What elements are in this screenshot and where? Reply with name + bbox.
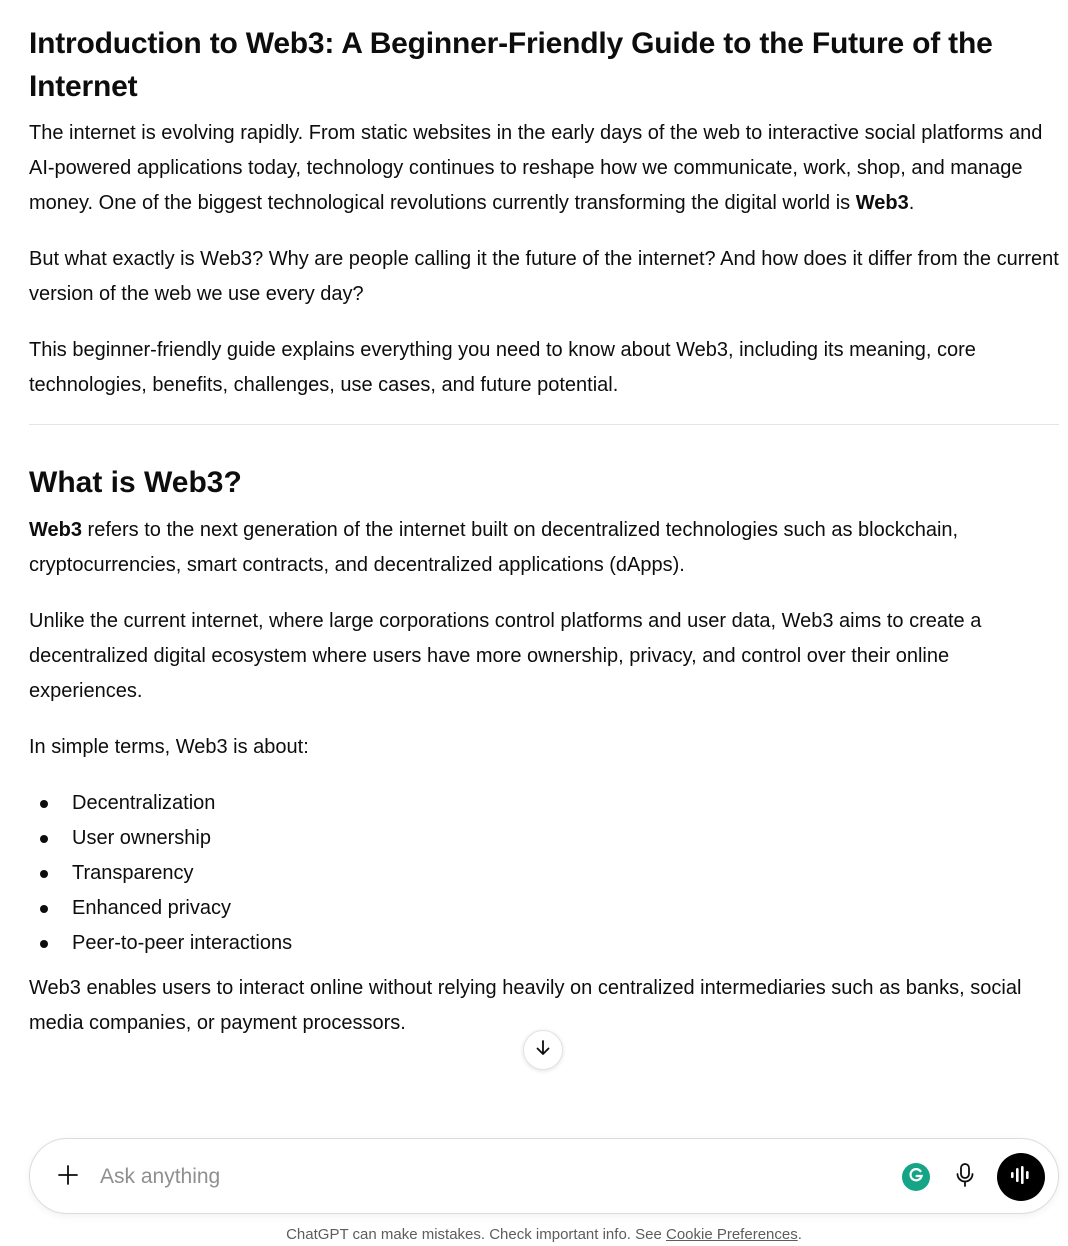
section-paragraph-1 (29, 513, 1059, 583)
dictate-button[interactable] (950, 1161, 980, 1193)
intro-p1-end: . (908, 192, 915, 214)
intro-paragraph-1 (29, 116, 1059, 221)
grammarly-button[interactable] (902, 1163, 930, 1191)
section-paragraph-4: Web3 enables users to interact online without relying heavily on centralized intermediaries such as banks, social media companies, or payment processors. (29, 977, 1022, 1034)
content-fade (0, 1130, 1068, 1138)
scroll-to-bottom-button[interactable] (523, 1030, 563, 1070)
arrow-down-icon (533, 1038, 553, 1063)
grammarly-icon (907, 1166, 925, 1189)
cookie-preferences-link[interactable]: Cookie Preferences (665, 1226, 798, 1243)
disclaimer-text: ChatGPT can make mistakes. Check important info. See (286, 1226, 666, 1243)
disclaimer (0, 1225, 1068, 1245)
composer (29, 1138, 1059, 1214)
assistant-message (29, 22, 1059, 1062)
section-p1-bold: Web3 (29, 519, 82, 541)
section-heading: What is Web3? (29, 466, 242, 499)
plus-icon (57, 1164, 79, 1191)
bullet-list (29, 786, 1059, 961)
list-item: Peer-to-peer interactions (29, 926, 1059, 961)
list-item: Transparency (29, 856, 1059, 891)
disclaimer-end: . (797, 1226, 802, 1243)
voice-mode-button[interactable] (997, 1153, 1045, 1201)
intro-p1-text: The internet is evolving rapidly. From static websites in the early days of the web to interactive social platforms and AI-powered applications today, technology continues to reshape how we communicate, work, shop, and manage money. One of the biggest technological revolutions currently transforming the digital world is (29, 122, 1043, 214)
intro-p1-bold: Web3 (855, 192, 909, 214)
intro-paragraph-2: But what exactly is Web3? Why are people calling it the future of the internet? And how does it differ from the current version of the web we use every day? (29, 248, 1059, 305)
section-paragraph-2: Unlike the current internet, where large corporations control platforms and user data, Web3 aims to create a decentralized digital ecosystem where users have more ownership, privacy, and control over their online experiences. (29, 610, 982, 702)
section-p1-text: refers to the next generation of the internet built on decentralized technologies such as blockchain, cryptocurrencies, smart contracts, and decentralized applications (dApps). (29, 519, 959, 576)
list-item: Enhanced privacy (29, 891, 1059, 926)
section-divider (29, 424, 1059, 425)
article-title: Introduction to Web3: A Beginner-Friendly Guide to the Future of the Internet (29, 27, 993, 103)
prompt-input[interactable] (100, 1157, 880, 1197)
add-attachment-button[interactable] (52, 1161, 84, 1193)
microphone-icon (955, 1162, 975, 1193)
list-item: User ownership (29, 821, 1059, 856)
list-item: Decentralization (29, 786, 1059, 821)
voice-mode-icon (1010, 1165, 1032, 1190)
section-paragraph-3: In simple terms, Web3 is about: (29, 736, 309, 758)
intro-paragraph-3: This beginner-friendly guide explains everything you need to know about Web3, including its meaning, core technologies, benefits, challenges, use cases, and future potential. (29, 339, 976, 396)
